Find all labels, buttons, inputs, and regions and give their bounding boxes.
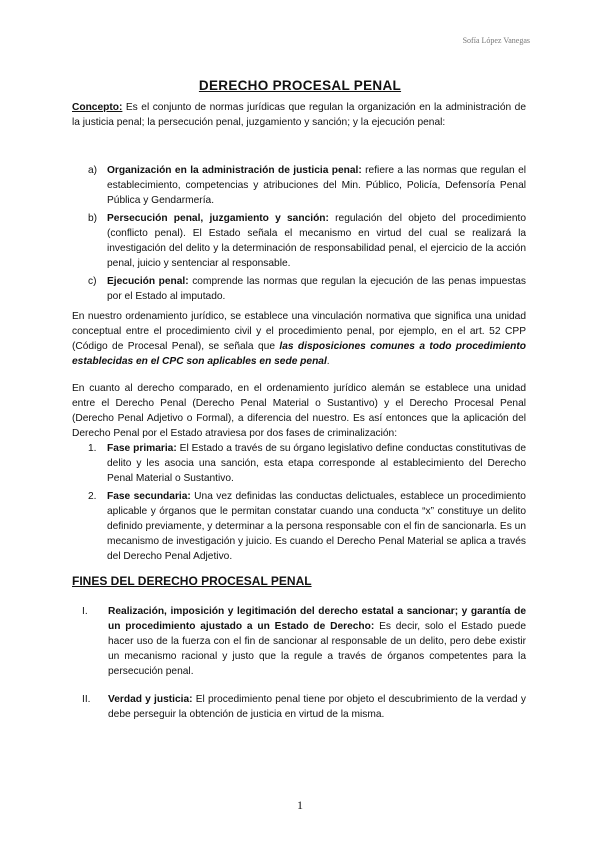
list-marker: b) <box>88 213 98 224</box>
list-item-text: comprende las normas que regulan la ejecución de las penas impuestas por el Estado al imputado. <box>107 276 527 302</box>
list-item <box>78 604 526 679</box>
list-marker: 1. <box>88 443 97 454</box>
ordenamiento-end: . <box>326 356 330 367</box>
list-item-text: El Estado a través de su órgano legislativo define conductas constitutivas de delito y les asocia una sanción, esta etapa corresponde al establecimiento del Derecho Penal Material o Sustantivo. <box>107 443 526 484</box>
list-item <box>78 692 526 722</box>
comparado-paragraph <box>72 381 526 441</box>
list-item <box>88 489 526 564</box>
ordenamiento-text: En nuestro ordenamiento jurídico, se establece una vinculación normativa que significa una unidad conceptual entre el procedimiento civil y el procedimiento penal, por ejemplo, en el art. 52 CPP (Código de Procesal Penal), se señala que <box>72 311 526 352</box>
list-marker: 2. <box>88 491 97 502</box>
fines-list <box>78 604 526 679</box>
list-marker: c) <box>88 276 97 287</box>
list-item-title: Verdad y justicia: <box>108 694 193 705</box>
list-marker: a) <box>88 165 98 176</box>
list-item-text: Una vez definidas las conductas delictuales, establece un procedimiento aplicable y órganos que le permitan constatar cuando una conducta “x” constituye un delito definido previamente, y determinar a la persona responsable con el fin de sancionarla. Es un mecanismo de investigación y juicio. Es cuando el Derecho Penal Material se aplica a través del Derecho Penal Adjetivo. <box>107 491 526 562</box>
section-title: FINES DEL DERECHO PROCESAL PENAL <box>72 574 312 588</box>
comparado-text: En cuanto al derecho comparado, en el ordenamiento jurídico alemán se establece una unidad entre el Derecho Penal (Derecho Penal Material o Sustantivo) y el Derecho Procesal Penal (Derecho Penal Adjetivo o Formal), a diferencia del nuestro. Es así entonces que la aplicación del Derecho Penal por el Estado atraviesa por dos fases de criminalización: <box>72 383 526 439</box>
list-item <box>88 163 526 208</box>
list-item-title: Persecución penal, juzgamiento y sanción: <box>107 213 329 224</box>
list-item-title: Ejecución penal: <box>107 276 189 287</box>
fines-list-2 <box>78 692 526 722</box>
list-item-title: Organización en la administración de justicia penal: <box>107 165 362 176</box>
concepto-list <box>88 163 526 307</box>
ordenamiento-emphasis: las disposiciones comunes a todo procedimiento establecidas en el CPC son aplicables en sede penal <box>72 341 526 367</box>
concepto-paragraph <box>72 100 526 130</box>
list-item <box>88 274 526 304</box>
list-item-text: regulación del objeto del procedimiento (conflicto penal). El Estado señala el mecanismo en virtud del cual se realizará la investigación del delito y la determinación de responsabilidad penal, el ejercicio de la acción penal, juicio y sentenciar al responsable. <box>107 213 526 269</box>
list-item-text: Es decir, solo el Estado puede hacer uso de la fuerza con el fin de sancionar al responsable de un delito, pero debe existir un mecanismo racional y justo que la regule a través de órganos competentes para la persecución penal. <box>108 621 526 677</box>
page-number: 1 <box>297 798 303 812</box>
list-item <box>88 211 526 271</box>
list-item-title: Fase primaria: <box>107 443 177 454</box>
fases-list <box>88 441 526 567</box>
header-author: Sofía López Vanegas <box>462 36 530 45</box>
concepto-label: Concepto: <box>72 102 123 113</box>
list-item-title: Fase secundaria: <box>107 491 191 502</box>
list-item-text: refiere a las normas que regulan el establecimiento, competencias y atribuciones del Min. Público, Policía, Defensoría Penal Pública y Gendarmería. <box>107 165 526 206</box>
concepto-text: Es el conjunto de normas jurídicas que regulan la organización en la administración de la justicia penal; la persecución penal, juzgamiento y sanción; y la ejecución penal: <box>72 102 526 128</box>
list-marker: I. <box>82 606 88 617</box>
list-marker: II. <box>82 694 91 705</box>
list-item <box>88 441 526 486</box>
ordenamiento-paragraph <box>72 309 526 369</box>
list-item-title: Realización, imposición y legitimación del derecho estatal a sancionar; y garantía de un procedimiento ajustado a un Estado de Derecho: <box>108 606 526 632</box>
list-item-text: El procedimiento penal tiene por objeto el descubrimiento de la verdad y debe perseguir la obtención de justicia en virtud de la misma. <box>108 694 526 720</box>
page-title: DERECHO PROCESAL PENAL <box>198 78 402 93</box>
